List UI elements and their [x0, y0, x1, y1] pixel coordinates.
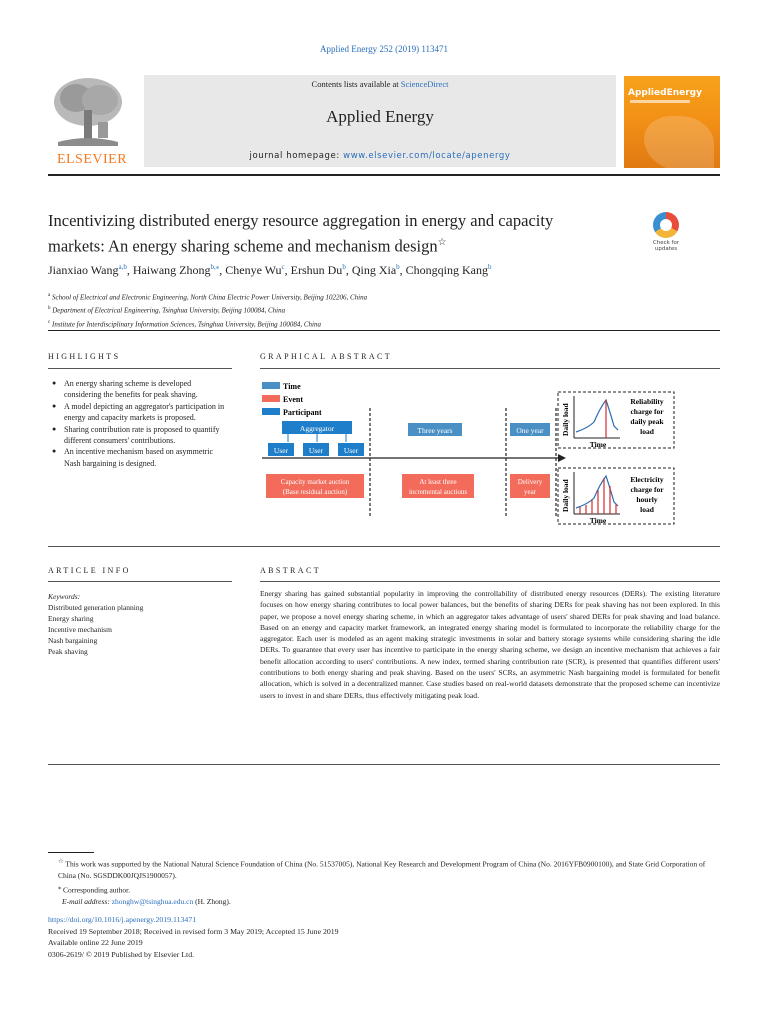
abstract-heading: ABSTRACT	[260, 566, 321, 575]
article-info-rule	[48, 581, 232, 582]
incremental-auctions-sublabel: incremental auctions	[408, 488, 468, 496]
paper-title	[48, 210, 608, 258]
masthead-divider	[48, 174, 720, 176]
keyword-item: Incentive mechanism	[48, 625, 112, 634]
author-list	[48, 263, 728, 278]
author-name[interactable]: Chenye Wu	[225, 263, 282, 277]
author-name[interactable]: Qing Xia	[351, 263, 397, 277]
incremental-auctions-label: At least three	[419, 478, 457, 486]
author-affiliation-mark[interactable]: b	[487, 263, 492, 271]
email-label: E-mail address:	[62, 896, 112, 906]
homepage-line	[144, 151, 616, 161]
cover-artwork	[644, 116, 714, 168]
email-link[interactable]: zhonghw@tsinghua.edu.cn	[111, 896, 194, 906]
capacity-auction-label: Capacity market auction	[280, 478, 350, 486]
journal-title: Applied Energy	[326, 107, 434, 126]
crossmark-line2: updates	[654, 246, 678, 252]
reliability-line4: load	[640, 427, 654, 436]
graphical-abstract-rule	[260, 368, 720, 369]
cover-subtitle-bar	[630, 100, 690, 103]
highlight-item: ● An energy sharing scheme is developed considering the benefits for peak shaving.	[50, 378, 230, 401]
legend-time-label: Time	[283, 382, 301, 391]
affiliation-list	[48, 290, 720, 330]
keyword-item: Energy sharing	[48, 614, 94, 623]
article-info-heading: ARTICLE INFO	[48, 566, 131, 575]
affiliation-item	[48, 290, 720, 303]
electricity-line1: Electricity	[630, 475, 664, 484]
author-affiliation-mark[interactable]: b	[342, 263, 346, 271]
electricity-daily-load-label: Daily load	[561, 479, 570, 512]
reliability-line2: charge for	[630, 407, 664, 416]
legend-event-label: Event	[283, 395, 303, 404]
aggregator-label: Aggregator	[299, 424, 335, 433]
title-footnote-mark[interactable]: ☆	[437, 237, 447, 248]
delivery-year-label: Delivery	[517, 478, 543, 486]
highlight-item: ● A model depicting an aggregator's participation in energy and capacity markets is proposed.	[50, 401, 230, 424]
capacity-auction-sublabel: (Base residual auction)	[282, 488, 348, 496]
timeline-arrow-icon	[558, 454, 566, 462]
affiliation-item	[48, 317, 720, 330]
journal-masthead	[144, 75, 616, 167]
check-for-updates-badge[interactable]	[646, 212, 686, 256]
legend-event-swatch	[262, 395, 280, 402]
legend-participant-swatch	[262, 408, 280, 415]
keyword-item: Distributed generation planning	[48, 603, 144, 612]
elsevier-wordmark: ELSEVIER	[56, 152, 128, 167]
email-footnote	[48, 896, 720, 908]
author-affiliation-mark[interactable]: a,b	[118, 263, 127, 271]
graphical-abstract-figure[interactable]	[258, 378, 678, 528]
reliability-daily-load-label: Daily load	[561, 403, 570, 436]
doi-link[interactable]: https://doi.org/10.1016/j.apenergy.2019.113471	[48, 915, 197, 924]
author-affiliation-mark[interactable]: b	[396, 263, 400, 271]
affiliation-mark: b	[48, 306, 51, 312]
keywords-block	[48, 591, 232, 657]
hourly-load-curve	[576, 476, 618, 508]
author-name[interactable]: Ershun Du	[290, 263, 343, 277]
electricity-line4: load	[640, 505, 654, 514]
email-suffix: (H. Zhong).	[193, 896, 231, 906]
elsevier-logo[interactable]	[48, 76, 136, 166]
affiliation-mark: a	[48, 293, 51, 298]
copyright: 0306-2619/ © 2019 Published by Elsevier Ltd.	[48, 949, 195, 959]
publication-info	[48, 914, 720, 960]
corresponding-footnote	[48, 882, 720, 896]
homepage-prefix: journal homepage:	[249, 151, 344, 161]
received-dates: Received 19 September 2018; Received in revised form 3 May 2019; Accepted 15 June 2019	[48, 926, 339, 936]
journal-reference[interactable]: Applied Energy 252 (2019) 113471	[320, 44, 448, 54]
electricity-time-label: Time	[589, 516, 607, 525]
author-separator: ,	[399, 263, 406, 277]
affiliation-text: School of Electrical and Electronic Engineering, North China Electric Power University, Beijing 102206, China	[51, 293, 368, 302]
affiliation-text: Department of Electrical Engineering, Tsinghua University, Beijing 100084, China	[52, 306, 286, 315]
funding-footnote	[48, 856, 720, 882]
reliability-time-label: Time	[589, 440, 607, 449]
sciencedirect-link[interactable]: ScienceDirect	[400, 79, 449, 89]
affiliation-mark: c	[48, 319, 51, 325]
highlight-item: ● Sharing contribution rate is proposed to quantify different consumers' contributions.	[50, 424, 230, 447]
homepage-link[interactable]: www.elsevier.com/locate/apenergy	[343, 151, 511, 161]
hourly-load-bars	[580, 478, 616, 514]
author-separator: ,	[126, 263, 133, 277]
highlight-item: ● An incentive mechanism based on asymmetric Nash bargaining is designed.	[50, 446, 230, 469]
crossmark-icon	[653, 212, 679, 238]
one-year-label: One year	[516, 426, 544, 435]
corresponding-footnote-mark: ⁎	[58, 883, 62, 891]
cover-title: AppliedEnergy	[628, 88, 702, 98]
contents-line	[144, 79, 616, 89]
daily-load-curve	[576, 400, 618, 432]
funding-footnote-text: This work was supported by the National Natural Science Foundation of China (No. 51537005), National Key Research and Development Program of China (No. 2016YFB0900100), and State Grid Corporation of China (No. SGSDDK00JQJS1900057).	[58, 859, 706, 880]
highlights-rule	[48, 368, 232, 369]
keyword-item: Nash bargaining	[48, 636, 98, 645]
highlights-heading: HIGHLIGHTS	[48, 352, 121, 361]
legend-participant-label: Participant	[283, 408, 322, 417]
mid-divider	[48, 546, 720, 547]
corresponding-footnote-text: Corresponding author.	[63, 885, 131, 894]
journal-cover-thumbnail[interactable]	[624, 76, 720, 168]
keywords-title: Keywords:	[48, 592, 81, 601]
abstract-text: Energy sharing has gained substantial popularity in improving the controllability of distributed energy resources (DERs). The existing literature focuses on how energy sharing contributes to local power balances, but the benefits of sharing DERs for peak shaving has not been explored. In this paper, we propose a novel energy sharing scheme, in which an aggregator takes advantage of users' shared DERs for peak shaving and load balance. Based on an energy and capacity market framework, an integrated energy sharing model is formulated to incorporate the reliability charge for the aggregator. Each user is modeled as an agent making strategic investments in solar and battery storage systems while considering sharing the idle DERs. To guarantee that every user has incentive to participate in the energy sharing scheme, we design an incentive mechanism that achieves a fair benefit allocation according to users' contributions. A new index, termed sharing contribution rate (SCR), is presented that quantifies different users' contributions to both energy sharing and peak shaving. Based on the users' SCRs, an asymmetric Nash bargaining model is formulated for benefit allocation, which is solved in a decentralized manner. Case studies based on real-world datasets demonstrate that the proposed scheme can incentivize users to invest in and share DERs, thus effectively mitigating peak load.	[260, 589, 720, 700]
footnotes	[48, 856, 720, 907]
footnote-rule	[48, 852, 94, 853]
available-online: Available online 22 June 2019	[48, 938, 143, 947]
author-separator: ,	[219, 263, 226, 277]
author-affiliation-mark[interactable]: c	[281, 263, 285, 271]
abstract-rule	[260, 581, 720, 582]
contents-prefix: Contents lists available at	[311, 79, 401, 89]
author-name[interactable]: Jianxiao Wang	[48, 263, 119, 277]
header-divider	[48, 330, 720, 331]
crossmark-label	[646, 240, 686, 252]
reliability-line1: Reliability	[630, 397, 664, 406]
abstract-bottom-rule	[48, 764, 720, 765]
crossmark-line1: Check for	[652, 240, 680, 246]
legend-time-swatch	[262, 382, 280, 389]
author-affiliation-mark[interactable]: b,⁎	[210, 263, 220, 271]
electricity-line2: charge for	[630, 485, 664, 494]
reliability-line3: daily peak	[630, 417, 664, 426]
funding-footnote-mark: ☆	[58, 858, 64, 865]
delivery-year-sublabel: year	[523, 488, 537, 496]
author-name[interactable]: Chongqing Kang	[405, 263, 488, 277]
highlights-list	[50, 378, 230, 469]
graphical-abstract-heading: GRAPHICAL ABSTRACT	[260, 352, 393, 361]
user-label-1: User	[273, 446, 289, 455]
user-label-3: User	[343, 446, 359, 455]
affiliation-text: Institute for Interdisciplinary Information Sciences, Tsinghua University, Beijing 100084, China	[51, 319, 321, 328]
paper-title-text: Incentivizing distributed energy resource aggregation in energy and capacity markets: An energy sharing scheme and mechanism design	[48, 211, 554, 256]
electricity-line3: hourly	[636, 495, 658, 504]
affiliation-item	[48, 303, 720, 316]
author-separator: ,	[345, 263, 352, 277]
author-separator: ,	[284, 263, 291, 277]
author-name[interactable]: Haiwang Zhong	[132, 263, 211, 277]
three-years-label: Three years	[417, 426, 453, 435]
elsevier-tree-icon	[48, 76, 128, 146]
keyword-item: Peak shaving	[48, 647, 88, 656]
user-label-2: User	[308, 446, 324, 455]
